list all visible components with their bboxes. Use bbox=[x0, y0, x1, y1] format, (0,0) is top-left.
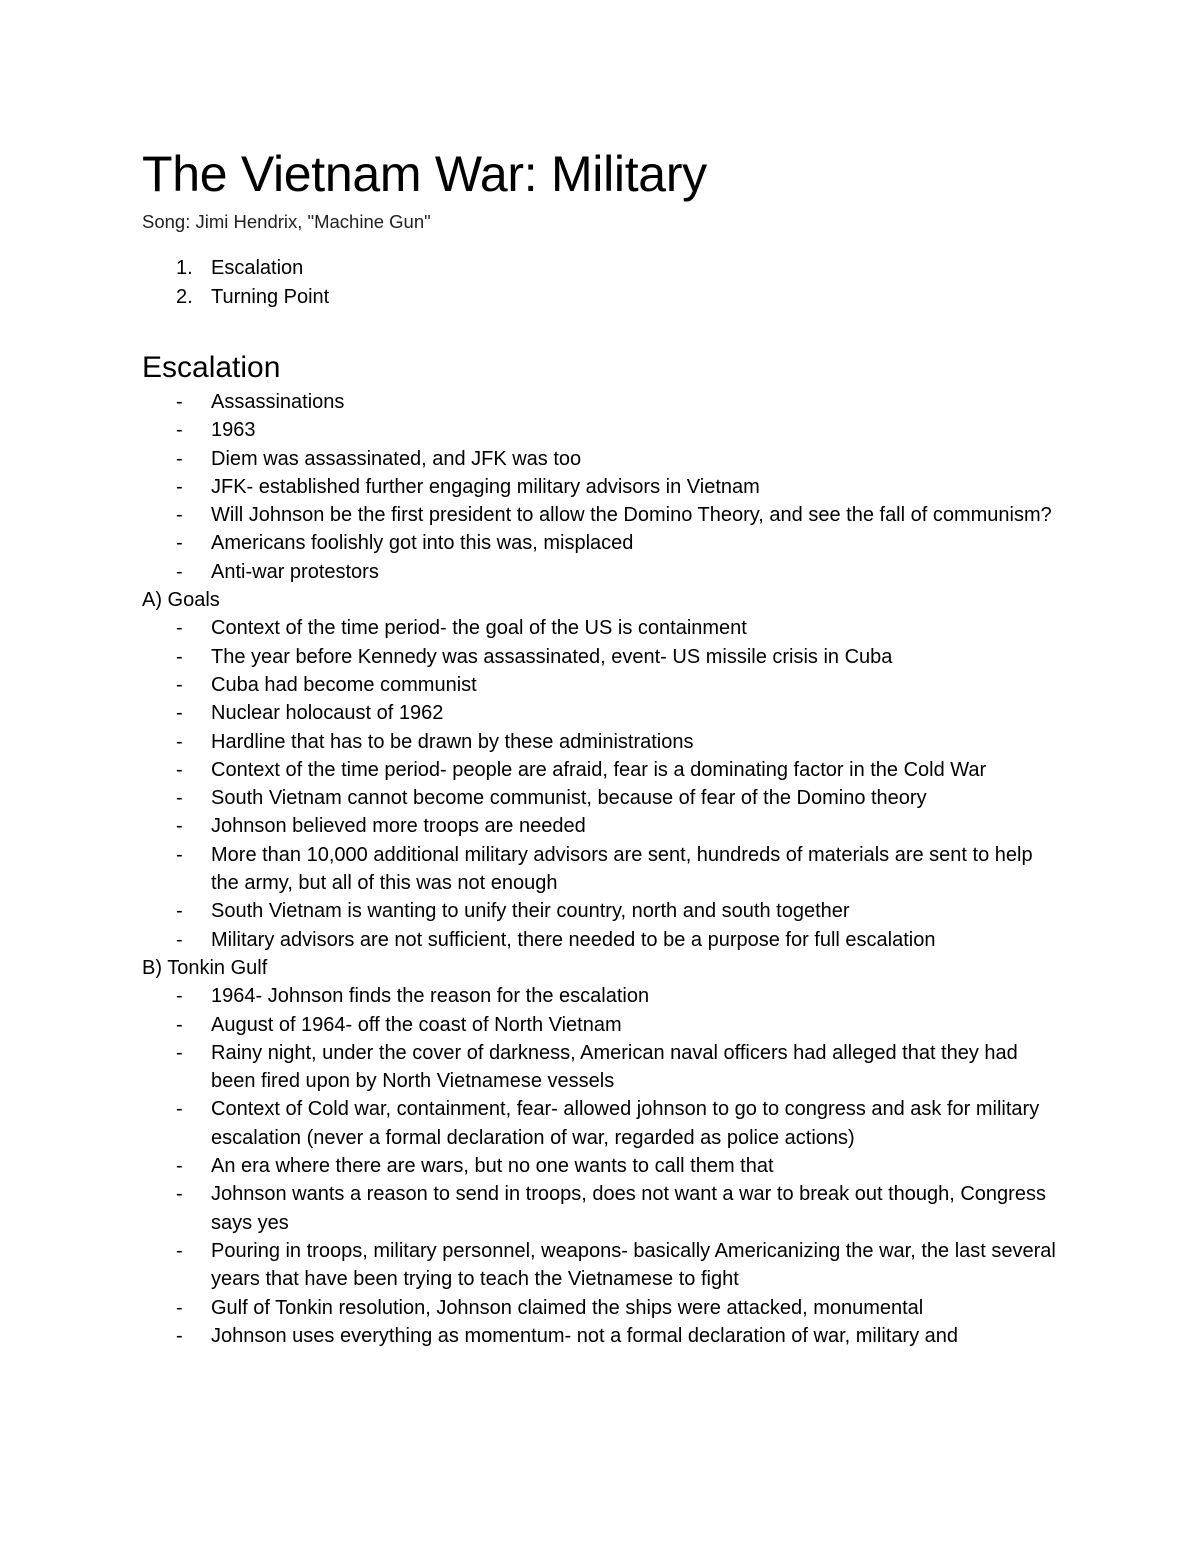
list-item-text: The year before Kennedy was assassinated, event- US missile crisis in Cuba bbox=[211, 645, 893, 668]
list-item bbox=[142, 982, 1062, 1010]
list-item-text: Hardline that has to be drawn by these administrations bbox=[211, 730, 694, 753]
list-item bbox=[142, 728, 1062, 756]
bullet-marker: - bbox=[176, 730, 183, 753]
list-item bbox=[142, 614, 1062, 642]
list-item bbox=[142, 501, 1062, 529]
list-item bbox=[142, 1095, 1062, 1152]
list-item-text: Context of the time period- the goal of the US is containment bbox=[211, 617, 747, 640]
list-item bbox=[142, 1322, 1062, 1350]
list-item-text: South Vietnam cannot become communist, because of fear of the Domino theory bbox=[211, 787, 927, 810]
list-item-text: Americans foolishly got into this was, misplaced bbox=[211, 532, 634, 555]
list-item bbox=[142, 1294, 1062, 1322]
toc-number: 2. bbox=[176, 286, 193, 308]
list-item bbox=[142, 1152, 1062, 1180]
bullet-marker: - bbox=[176, 1324, 183, 1347]
bullet-marker: - bbox=[176, 391, 183, 413]
list-item bbox=[142, 416, 1062, 444]
bullet-marker: - bbox=[176, 532, 183, 555]
bullet-marker: - bbox=[176, 1013, 183, 1036]
tonkin-heading: B) Tonkin Gulf bbox=[142, 956, 268, 979]
list-item-text: Context of the time period- people are afraid, fear is a dominating factor in the Cold War bbox=[211, 758, 987, 781]
list-item bbox=[142, 812, 1062, 840]
bullet-marker: - bbox=[176, 475, 183, 498]
list-item-text: Johnson uses everything as momentum- not a formal declaration of war, military and bbox=[211, 1324, 959, 1347]
toc-label: Escalation bbox=[211, 257, 304, 279]
list-item-text: Context of Cold war, containment, fear- allowed johnson to go to congress and ask for military escalation (never a formal declaration of war, regarded as police actions) bbox=[211, 1098, 1040, 1149]
bullet-marker: - bbox=[176, 702, 183, 725]
bullet-marker: - bbox=[176, 673, 183, 696]
list-item-text: Cuba had become communist bbox=[211, 673, 477, 696]
list-item-text: 1963 bbox=[211, 419, 256, 442]
list-item-text: Pouring in troops, military personnel, weapons- basically Americanizing the war, the last several years that have been trying to teach the Vietnamese to fight bbox=[211, 1239, 1056, 1291]
bullet-marker: - bbox=[176, 504, 183, 527]
list-item bbox=[142, 473, 1062, 501]
tonkin-bullet-list bbox=[142, 982, 1062, 1350]
intro-bullet-list bbox=[142, 388, 1062, 586]
list-item-text: Nuclear holocaust of 1962 bbox=[211, 702, 444, 725]
bullet-marker: - bbox=[176, 900, 183, 923]
list-item bbox=[142, 897, 1062, 925]
list-item-text: JFK- established further engaging military advisors in Vietnam bbox=[211, 475, 760, 498]
bullet-marker: - bbox=[176, 1183, 183, 1206]
bullet-marker: - bbox=[176, 560, 183, 583]
list-item-text: Anti-war protestors bbox=[211, 560, 379, 583]
list-item-text: Diem was assassinated, and JFK was too bbox=[211, 447, 582, 470]
list-item bbox=[142, 445, 1062, 473]
list-item bbox=[142, 756, 1062, 784]
list-item-text: Johnson believed more troops are needed bbox=[211, 815, 586, 838]
list-item bbox=[142, 558, 1062, 586]
bullet-marker: - bbox=[176, 787, 183, 810]
list-item bbox=[142, 1011, 1062, 1039]
list-item-text: August of 1964- off the coast of North Vietnam bbox=[211, 1013, 622, 1036]
list-item bbox=[142, 1237, 1062, 1294]
list-item-text: Assassinations bbox=[211, 391, 345, 413]
bullet-marker: - bbox=[176, 447, 183, 470]
list-item-text: Will Johnson be the first president to allow the Domino Theory, and see the fall of communism? bbox=[211, 504, 1052, 527]
goals-heading: A) Goals bbox=[142, 589, 220, 612]
bullet-marker: - bbox=[176, 645, 183, 668]
toc-number: 1. bbox=[176, 257, 193, 279]
page-subtitle: Song: Jimi Hendrix, "Machine Gun" bbox=[142, 211, 431, 232]
list-item-text: Military advisors are not sufficient, there needed to be a purpose for full escalation bbox=[211, 928, 936, 951]
section-heading: Escalation bbox=[142, 351, 281, 384]
table-of-contents bbox=[142, 254, 1062, 312]
bullet-marker: - bbox=[176, 985, 183, 1008]
list-item bbox=[142, 1039, 1062, 1096]
toc-label: Turning Point bbox=[211, 286, 330, 308]
list-item-text: South Vietnam is wanting to unify their country, north and south together bbox=[211, 900, 850, 923]
list-item bbox=[142, 671, 1062, 699]
bullet-marker: - bbox=[176, 758, 183, 781]
list-item bbox=[142, 529, 1062, 557]
bullet-marker: - bbox=[176, 419, 183, 442]
bullet-marker: - bbox=[176, 928, 183, 951]
toc-item bbox=[142, 254, 1062, 283]
list-item-text: More than 10,000 additional military advisors are sent, hundreds of materials are sent to help the army, but all of this was not enough bbox=[211, 843, 1033, 895]
bullet-marker: - bbox=[176, 1041, 183, 1064]
list-item bbox=[142, 1180, 1062, 1237]
bullet-marker: - bbox=[176, 1296, 183, 1319]
bullet-marker: - bbox=[176, 1098, 183, 1121]
bullet-marker: - bbox=[176, 1155, 183, 1178]
document-page bbox=[142, 140, 1062, 1350]
list-item bbox=[142, 784, 1062, 812]
list-item-text: 1964- Johnson finds the reason for the escalation bbox=[211, 985, 650, 1008]
toc-item bbox=[142, 283, 1062, 312]
list-item bbox=[142, 841, 1062, 898]
bullet-marker: - bbox=[176, 617, 183, 640]
list-item bbox=[142, 388, 1062, 416]
bullet-marker: - bbox=[176, 815, 183, 838]
list-item bbox=[142, 643, 1062, 671]
bullet-marker: - bbox=[176, 843, 183, 866]
page-title: The Vietnam War: Military bbox=[142, 146, 707, 202]
list-item bbox=[142, 699, 1062, 727]
bullet-marker: - bbox=[176, 1239, 183, 1262]
list-item-text: Rainy night, under the cover of darkness, American naval officers had alleged that they had been fired upon by North Vietnamese vessels bbox=[211, 1041, 1018, 1093]
goals-bullet-list bbox=[142, 614, 1062, 954]
list-item-text: Johnson wants a reason to send in troops, does not want a war to break out though, Congress says yes bbox=[211, 1183, 1046, 1234]
list-item-text: An era where there are wars, but no one wants to call them that bbox=[211, 1155, 774, 1178]
list-item bbox=[142, 926, 1062, 954]
list-item-text: Gulf of Tonkin resolution, Johnson claimed the ships were attacked, monumental bbox=[211, 1296, 924, 1319]
